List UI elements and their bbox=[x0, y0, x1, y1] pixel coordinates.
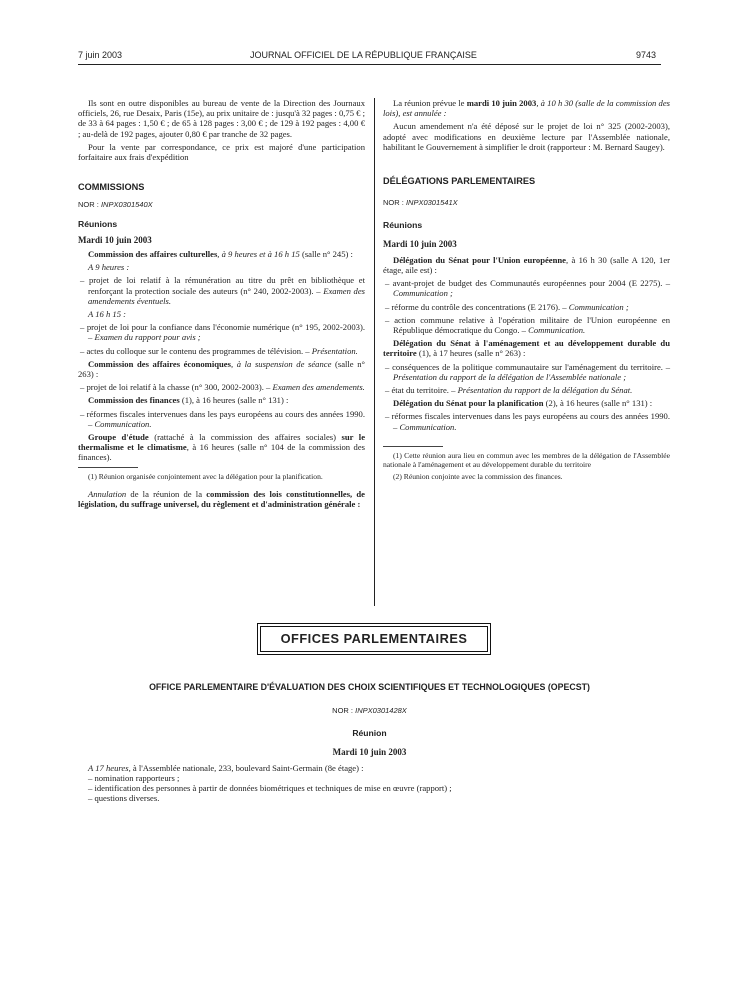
agenda-item: – état du territoire. – Présentation du rapport de la délégation du Sénat. bbox=[385, 385, 633, 396]
annulation-paragraph: Annulation de la réunion de la commission des lois constitutionnelles, de législation, du suffrage universel, du règlement et d'administration générale : bbox=[78, 488, 365, 509]
agenda-item: – action commune relative à l'opération militaire de l'Union européenne en République démocratique du Congo. – Communication. bbox=[385, 314, 670, 336]
delegation-ue: Délégation du Sénat pour l'Union européenne, à 16 h 30 (salle A 120, 1er étage, aile est) : bbox=[383, 254, 670, 276]
reunions-heading: Réunions bbox=[78, 218, 118, 229]
page-number: 9743 bbox=[636, 50, 657, 60]
left-column bbox=[78, 98, 365, 512]
footnote: (1) Réunion organisée conjointement avec la délégation pour la planification. bbox=[88, 471, 323, 481]
intro-paragraph-2: Pour la vente par correspondance, ce prix est majoré d'une participation forfaitaire aux frais d'expédition bbox=[78, 141, 365, 163]
offices-section-box: OFFICES PARLEMENTAIRES bbox=[260, 626, 488, 652]
agenda-item: – projet de loi pour la confiance dans l'économie numérique (n° 195, 2002-2003). – Examen du rapport pour avis ; bbox=[80, 322, 365, 343]
opecst-title: OFFICE PARLEMENTAIRE D'ÉVALUATION DES CHOIX SCIENTIFIQUES ET TECHNOLOGIQUES (OPECST) bbox=[149, 682, 590, 692]
agenda-item: – conséquences de la politique communautaire sur l'aménagement du territoire. – Présentation du rapport de la délégation de l'Assemblée nationale ; bbox=[385, 361, 670, 382]
opecst-section bbox=[78, 682, 661, 804]
nor-line: NOR : INPX0301541X bbox=[383, 198, 458, 208]
groupe-etude: Groupe d'étude (rattaché à la commission des affaires sociales) sur le thermalisme et le climatisme, à 16 heures (salle n° 104 de la commission des finances). bbox=[78, 432, 366, 463]
column-divider bbox=[374, 98, 375, 606]
section-title-commissions: COMMISSIONS bbox=[78, 182, 145, 193]
amendment-paragraph: Aucun amendement n'a été déposé sur le projet de loi n° 325 (2002-2003), adopté avec modifications en deuxième lecture par l'Assemblée nationale, habilitant le Gouvernement à simplifier le droit (rapporteur : M. Bernard Saugey). bbox=[383, 121, 670, 152]
commission-finances: Commission des finances (1), à 16 heures (salle n° 131) : bbox=[88, 395, 289, 406]
annulation-detail: La réunion prévue le mardi 10 juin 2003, à 10 h 30 (salle de la commission des lois), est annulée : bbox=[383, 98, 670, 119]
commission-culture: Commission des affaires culturelles, à 9 heures et à 16 h 15 (salle n° 245) : bbox=[88, 249, 353, 260]
delegation-planification: Délégation du Sénat pour la planification (2), à 16 heures (salle n° 131) : bbox=[393, 398, 653, 409]
agenda-item: – réformes fiscales intervenues dans les pays européens au cours des années 1990. – Communication. bbox=[80, 408, 365, 429]
journal-title: JOURNAL OFFICIEL DE LA RÉPUBLIQUE FRANÇAISE bbox=[250, 50, 477, 60]
meeting-date: Mardi 10 juin 2003 bbox=[78, 234, 152, 245]
nor-line: NOR : INPX0301428X bbox=[332, 706, 407, 716]
agenda-item: – avant-projet de budget des Communautés européennes pour 2004 (E 2275). – Communication ; bbox=[385, 278, 670, 299]
footnote: (2) Réunion conjointe avec la commission des finances. bbox=[393, 471, 563, 481]
agenda-item: – réformes fiscales intervenues dans les pays européens au cours des années 1990. – Communication. bbox=[385, 411, 670, 432]
footnote: (1) Cette réunion aura lieu en commun avec les membres de la délégation de l'Assemblée nationale à l'aménagement et au développement durable du territoire bbox=[383, 450, 670, 469]
commission-economie: Commission des affaires économiques, à la suspension de séance (salle n° 263) : bbox=[78, 358, 365, 380]
time-9h: A 9 heures : bbox=[88, 262, 130, 273]
agenda-item: – projet de loi relatif à la rémunération au titre du prêt en bibliothèque et renforçant la protection sociale des auteurs (n° 240, 2002-2003). – Examen des amendements éventuels. bbox=[80, 275, 365, 306]
footnote-rule bbox=[383, 446, 443, 447]
agenda-item: – questions diverses. bbox=[88, 793, 160, 804]
section-title-delegations: DÉLÉGATIONS PARLEMENTAIRES bbox=[383, 176, 536, 187]
agenda-item: – nomination rapporteurs ; bbox=[88, 773, 180, 784]
footnote-rule bbox=[78, 467, 138, 468]
delegation-amenagement: Délégation du Sénat à l'aménagement et au développement durable du territoire (1), à 17 heures (salle n° 263) : bbox=[383, 338, 670, 359]
meeting-date: Mardi 10 juin 2003 bbox=[332, 746, 407, 757]
nor-line: NOR : INPX0301540X bbox=[78, 200, 153, 210]
agenda-item: – réforme du contrôle des concentrations (E 2176). – Communication ; bbox=[385, 301, 629, 312]
header-rule bbox=[78, 64, 661, 65]
opecst-location: A 17 heures, à l'Assemblée nationale, 233, boulevard Saint-Germain (8e étage) : bbox=[88, 762, 364, 773]
meeting-date: Mardi 10 juin 2003 bbox=[383, 238, 457, 249]
reunion-heading: Réunion bbox=[352, 728, 387, 739]
reunions-heading: Réunions bbox=[383, 220, 423, 231]
agenda-item: – actes du colloque sur le contenu des programmes de télévision. – Présentation. bbox=[80, 345, 358, 356]
agenda-item: – identification des personnes à partir de données biométriques et techniques de mise en œuvre (rapport) ; bbox=[88, 783, 452, 794]
agenda-item: – projet de loi relatif à la chasse (n° 300, 2002-2003). – Examen des amendements. bbox=[80, 382, 365, 393]
intro-paragraph: Ils sont en outre disponibles au bureau de vente de la Direction des Journaux officiels, 26, rue Desaix, Paris (15e), au prix unitaire de : jusqu'à 32 pages : 0,75 € ; de 33 à 64 pages : 1,50 € ; de 65 à 128 pages : 3,00 € ; de 129 à 192 pages : 4,00 € ; au-delà de 192 pages, ajouter 0,80 € par tranche de 32 pages. bbox=[78, 98, 365, 139]
page-date: 7 juin 2003 bbox=[78, 50, 123, 60]
time-16h15: A 16 h 15 : bbox=[88, 309, 127, 320]
right-column bbox=[383, 98, 670, 484]
